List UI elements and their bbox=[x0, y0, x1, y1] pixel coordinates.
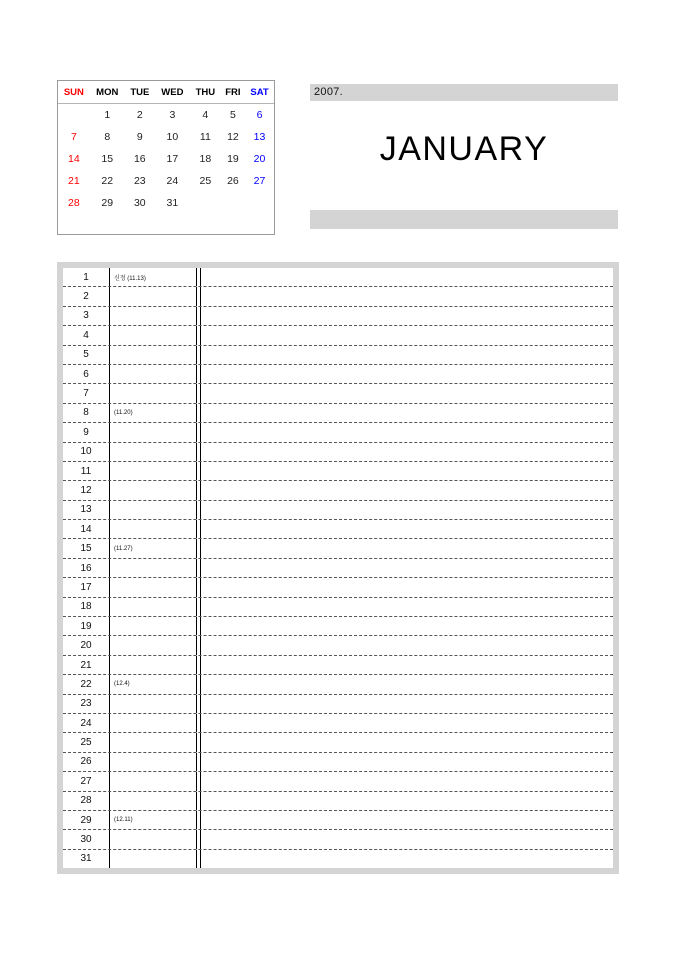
weekday-header-fri: FRI bbox=[225, 87, 241, 98]
planner-day-number: 20 bbox=[80, 640, 92, 652]
planner-lunar-note[interactable]: (11.27) bbox=[109, 539, 197, 557]
planner-lunar-note[interactable] bbox=[109, 287, 197, 305]
calendar-day-cell[interactable]: 27 bbox=[253, 175, 266, 187]
planner-day-number: 6 bbox=[83, 368, 89, 380]
planner-lunar-note[interactable] bbox=[109, 423, 197, 441]
planner-row bbox=[63, 830, 613, 849]
planner-memo-area[interactable] bbox=[200, 287, 613, 305]
planner-row bbox=[63, 656, 613, 675]
calendar-day-cell[interactable]: 25 bbox=[199, 175, 212, 187]
planner-day-number: 29 bbox=[80, 814, 92, 826]
planner-row bbox=[63, 307, 613, 326]
calendar-day-cell[interactable]: 14 bbox=[68, 153, 80, 165]
calendar-day-cell[interactable]: 20 bbox=[253, 153, 266, 165]
planner-row bbox=[63, 559, 613, 578]
planner-memo-area[interactable] bbox=[200, 443, 613, 461]
planner-day-number: 18 bbox=[80, 601, 92, 613]
planner-lunar-note[interactable] bbox=[109, 656, 197, 674]
planner-memo-area[interactable] bbox=[200, 656, 613, 674]
planner-day-number: 7 bbox=[83, 388, 89, 400]
calendar-day-cell[interactable]: 8 bbox=[104, 131, 111, 143]
calendar-day-cell[interactable] bbox=[245, 192, 274, 214]
planner-lunar-note[interactable]: (11.20) bbox=[109, 404, 197, 422]
calendar-day-cell[interactable]: 11 bbox=[199, 131, 211, 143]
planner-lunar-note[interactable] bbox=[109, 598, 197, 616]
planner-row bbox=[63, 792, 613, 811]
calendar-day-cell[interactable]: 24 bbox=[166, 175, 179, 187]
calendar-day-cell[interactable]: 4 bbox=[202, 109, 209, 121]
planner-row bbox=[63, 287, 613, 306]
calendar-day-cell[interactable]: 5 bbox=[229, 109, 236, 121]
mini-calendar-table bbox=[58, 81, 274, 214]
planner-lunar-note[interactable] bbox=[109, 753, 197, 771]
planner-row bbox=[63, 462, 613, 481]
planner-row bbox=[63, 520, 613, 539]
planner-day-number: 11 bbox=[80, 465, 92, 477]
planner-grid bbox=[63, 268, 613, 868]
calendar-day-cell[interactable]: 1 bbox=[104, 109, 111, 121]
planner-day-number: 28 bbox=[80, 795, 92, 807]
calendar-day-cell[interactable]: 13 bbox=[253, 131, 266, 143]
planner-row bbox=[63, 346, 613, 365]
mini-calendar-head bbox=[58, 81, 274, 104]
planner-lunar-note[interactable] bbox=[109, 850, 197, 868]
planner-lunar-note[interactable] bbox=[109, 714, 197, 732]
subtitle-banner bbox=[310, 210, 618, 229]
mini-calendar bbox=[57, 80, 275, 235]
planner-memo-area[interactable] bbox=[200, 481, 613, 499]
calendar-day-cell[interactable]: 21 bbox=[68, 175, 80, 187]
planner-row bbox=[63, 326, 613, 345]
calendar-day-cell[interactable]: 26 bbox=[227, 175, 239, 187]
calendar-day-cell[interactable]: 19 bbox=[227, 153, 239, 165]
planner-memo-area[interactable] bbox=[200, 501, 613, 519]
planner-row bbox=[63, 268, 613, 287]
calendar-day-cell[interactable]: 7 bbox=[70, 131, 77, 143]
planner-lunar-note[interactable] bbox=[109, 636, 197, 654]
planner-lunar-note[interactable] bbox=[109, 695, 197, 713]
planner-memo-area[interactable] bbox=[200, 384, 613, 402]
planner-day-number: 9 bbox=[83, 426, 89, 438]
planner-row bbox=[63, 384, 613, 403]
planner-memo-area[interactable] bbox=[200, 559, 613, 577]
planner-day-number: 14 bbox=[80, 523, 92, 535]
planner-lunar-note[interactable] bbox=[109, 365, 197, 383]
planner-day-number: 4 bbox=[83, 329, 89, 341]
calendar-day-cell[interactable] bbox=[58, 104, 90, 127]
calendar-week-row bbox=[58, 148, 274, 170]
calendar-day-cell[interactable] bbox=[190, 192, 221, 214]
planner-lunar-note[interactable] bbox=[109, 307, 197, 325]
calendar-day-cell[interactable]: 23 bbox=[133, 175, 146, 187]
planner-row bbox=[63, 365, 613, 384]
planner-row bbox=[63, 695, 613, 714]
planner-lunar-note[interactable] bbox=[109, 384, 197, 402]
planner-lunar-note[interactable]: (12.4) bbox=[109, 675, 197, 693]
calendar-week-row bbox=[58, 126, 274, 148]
planner-row bbox=[63, 850, 613, 868]
planner-lunar-note[interactable] bbox=[109, 830, 197, 848]
planner-row bbox=[63, 539, 613, 558]
page-title: JANUARY bbox=[379, 130, 549, 168]
calendar-day-cell[interactable]: 15 bbox=[101, 153, 114, 165]
planner-panel bbox=[57, 262, 619, 874]
planner-memo-area[interactable] bbox=[200, 539, 613, 557]
planner-lunar-note[interactable] bbox=[109, 617, 197, 635]
planner-memo-area[interactable] bbox=[200, 598, 613, 616]
calendar-day-cell[interactable]: 9 bbox=[136, 131, 143, 143]
planner-memo-area[interactable] bbox=[200, 346, 613, 364]
planner-lunar-note[interactable] bbox=[109, 578, 197, 596]
calendar-day-cell[interactable]: 6 bbox=[256, 109, 263, 121]
planner-day-number: 10 bbox=[80, 446, 92, 458]
planner-day-number: 8 bbox=[83, 407, 89, 419]
planner-memo-area[interactable] bbox=[200, 792, 613, 810]
planner-row bbox=[63, 772, 613, 791]
planner-day-number: 16 bbox=[80, 562, 92, 574]
calendar-day-cell[interactable]: 16 bbox=[133, 153, 146, 165]
planner-day-number: 17 bbox=[80, 581, 92, 593]
planner-lunar-note[interactable] bbox=[109, 772, 197, 790]
planner-day-number: 2 bbox=[83, 291, 89, 303]
planner-memo-area[interactable] bbox=[200, 268, 613, 286]
planner-day-number: 27 bbox=[80, 775, 92, 787]
planner-day-number: 3 bbox=[83, 310, 89, 322]
planner-day-number: 12 bbox=[80, 484, 92, 496]
calendar-day-cell[interactable]: 30 bbox=[133, 197, 146, 209]
calendar-week-row bbox=[58, 170, 274, 192]
calendar-day-cell[interactable]: 10 bbox=[166, 131, 179, 143]
year-banner bbox=[310, 84, 618, 101]
planner-memo-area[interactable] bbox=[200, 520, 613, 538]
planner-memo-area[interactable] bbox=[200, 695, 613, 713]
calendar-day-cell[interactable]: 12 bbox=[227, 131, 239, 143]
planner-row bbox=[63, 423, 613, 442]
planner-lunar-note[interactable] bbox=[109, 326, 197, 344]
weekday-header-thu: THU bbox=[195, 87, 216, 98]
calendar-day-cell[interactable]: 22 bbox=[101, 175, 114, 187]
planner-memo-area[interactable] bbox=[200, 675, 613, 693]
planner-memo-area[interactable] bbox=[200, 772, 613, 790]
planner-memo-area[interactable] bbox=[200, 636, 613, 654]
planner-memo-area[interactable] bbox=[200, 753, 613, 771]
calendar-day-cell[interactable]: 3 bbox=[169, 109, 176, 121]
calendar-day-cell[interactable]: 31 bbox=[166, 197, 179, 209]
planner-lunar-note[interactable] bbox=[109, 733, 197, 751]
planner-memo-area[interactable] bbox=[200, 365, 613, 383]
planner-day-number: 24 bbox=[80, 717, 92, 729]
year-label: 2007. bbox=[314, 86, 344, 98]
planner-day-number: 25 bbox=[80, 737, 92, 749]
weekday-header-sun: SUN bbox=[63, 87, 84, 98]
mini-calendar-body bbox=[58, 104, 274, 215]
planner-row bbox=[63, 443, 613, 462]
planner-day-number: 19 bbox=[80, 620, 92, 632]
planner-lunar-note[interactable]: (12.11) bbox=[109, 811, 197, 829]
weekday-header-tue: TUE bbox=[130, 87, 150, 98]
calendar-day-cell[interactable]: 17 bbox=[166, 153, 179, 165]
weekday-header-mon: MON bbox=[96, 87, 119, 98]
weekday-header-sat: SAT bbox=[250, 87, 269, 98]
calendar-day-cell[interactable]: 2 bbox=[136, 109, 143, 121]
planner-memo-area[interactable] bbox=[200, 830, 613, 848]
planner-day-number: 30 bbox=[80, 834, 92, 846]
planner-lunar-note[interactable] bbox=[109, 520, 197, 538]
planner-day-number: 1 bbox=[83, 271, 89, 283]
planner-lunar-note[interactable]: 신정 (11.13) bbox=[109, 268, 197, 286]
planner-memo-area[interactable] bbox=[200, 617, 613, 635]
planner-row bbox=[63, 714, 613, 733]
weekday-header-wed: WED bbox=[161, 87, 184, 98]
planner-memo-area[interactable] bbox=[200, 423, 613, 441]
planner-day-number: 15 bbox=[80, 543, 92, 555]
planner-row bbox=[63, 675, 613, 694]
planner-memo-area[interactable] bbox=[200, 307, 613, 325]
planner-memo-area[interactable] bbox=[200, 733, 613, 751]
planner-day-number: 5 bbox=[83, 349, 89, 361]
planner-row bbox=[63, 753, 613, 772]
calendar-day-cell[interactable]: 28 bbox=[68, 197, 80, 209]
planner-row bbox=[63, 501, 613, 520]
calendar-week-row bbox=[58, 104, 274, 127]
planner-row-list bbox=[63, 268, 613, 868]
planner-lunar-note[interactable] bbox=[109, 462, 197, 480]
calendar-day-cell[interactable]: 18 bbox=[199, 153, 212, 165]
weekday-header-row bbox=[58, 81, 274, 104]
calendar-week-row bbox=[58, 192, 274, 214]
planner-memo-area[interactable] bbox=[200, 326, 613, 344]
planner-row bbox=[63, 578, 613, 597]
planner-lunar-note[interactable] bbox=[109, 501, 197, 519]
planner-memo-area[interactable] bbox=[200, 578, 613, 596]
planner-row bbox=[63, 617, 613, 636]
planner-row bbox=[63, 733, 613, 752]
planner-memo-area[interactable] bbox=[200, 850, 613, 868]
planner-row bbox=[63, 598, 613, 617]
planner-row bbox=[63, 811, 613, 830]
planner-day-number: 23 bbox=[80, 698, 92, 710]
planner-day-number: 13 bbox=[80, 504, 92, 516]
planner-row bbox=[63, 481, 613, 500]
planner-memo-area[interactable] bbox=[200, 811, 613, 829]
planner-day-number: 21 bbox=[80, 659, 92, 671]
planner-lunar-note[interactable] bbox=[109, 559, 197, 577]
planner-lunar-note[interactable] bbox=[109, 792, 197, 810]
planner-memo-area[interactable] bbox=[200, 404, 613, 422]
calendar-day-cell[interactable] bbox=[221, 192, 245, 214]
planner-row bbox=[63, 636, 613, 655]
planner-day-number: 31 bbox=[80, 853, 92, 865]
planner-memo-area[interactable] bbox=[200, 714, 613, 732]
planner-row bbox=[63, 404, 613, 423]
planner-day-number: 22 bbox=[80, 678, 92, 690]
planner-lunar-note[interactable] bbox=[109, 481, 197, 499]
calendar-day-cell[interactable]: 29 bbox=[101, 197, 114, 209]
planner-lunar-note[interactable] bbox=[109, 443, 197, 461]
planner-memo-area[interactable] bbox=[200, 462, 613, 480]
planner-lunar-note[interactable] bbox=[109, 346, 197, 364]
planner-day-number: 26 bbox=[80, 756, 92, 768]
